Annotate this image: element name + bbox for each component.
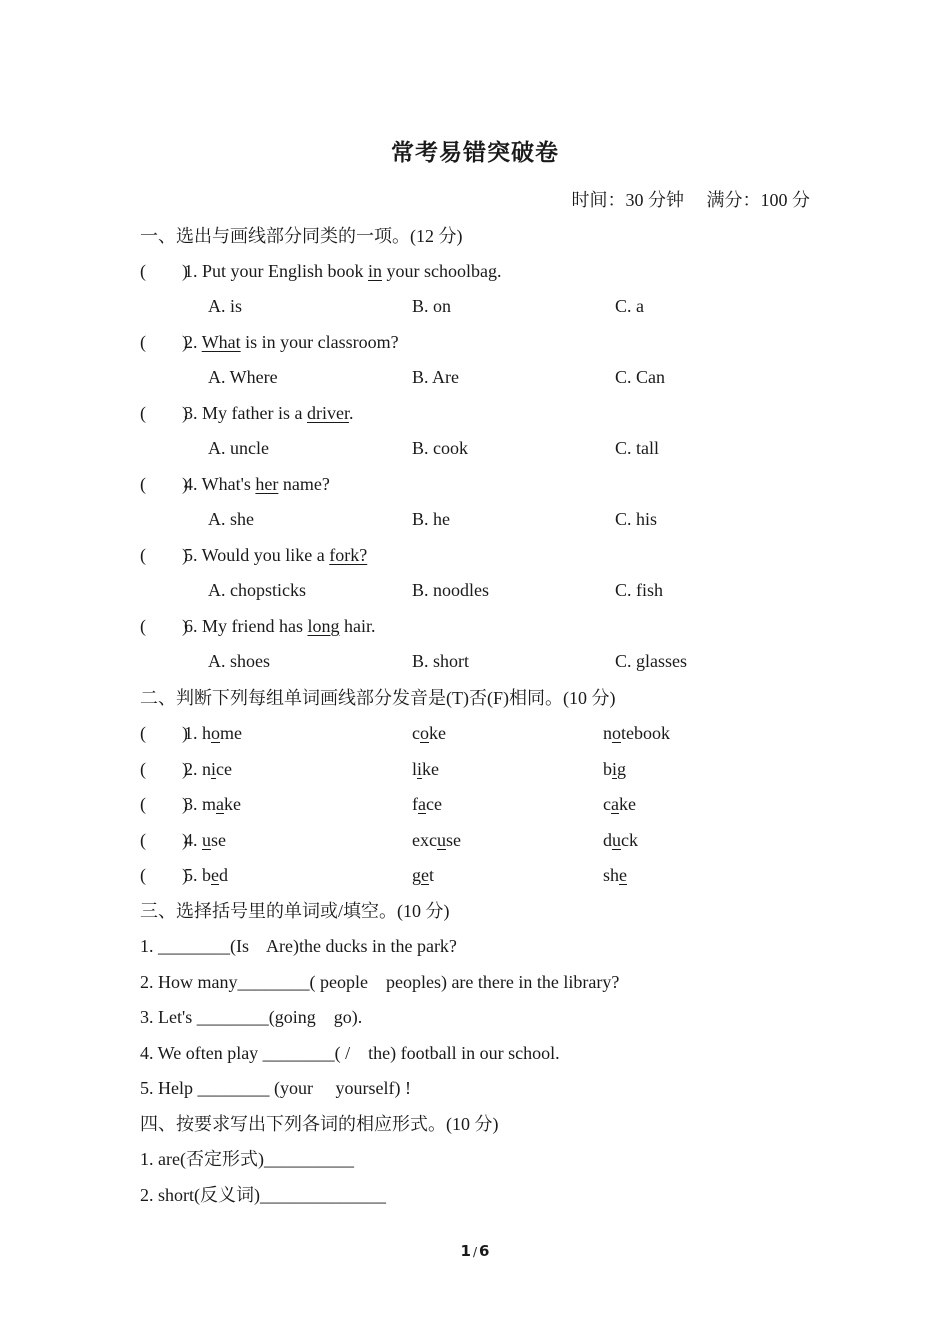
answer-bracket: ( ) — [140, 616, 188, 636]
question-text — [184, 613, 376, 639]
word-form-question: 2. short(反义词)______________ — [140, 1184, 386, 1205]
option-a: A. chopsticks — [208, 580, 306, 600]
options-row — [0, 648, 950, 674]
exam-meta — [572, 186, 811, 212]
word-start: n — [202, 758, 211, 779]
question-text — [184, 471, 330, 497]
word-end: me — [220, 723, 242, 743]
answer-bracket: ( ) — [140, 758, 188, 779]
underlined-word: fork? — [329, 545, 368, 565]
question-row — [0, 400, 950, 426]
answer-bracket: ( ) — [140, 332, 188, 352]
word-start: m — [202, 794, 217, 814]
page-number — [0, 1242, 950, 1260]
answer-bracket: ( ) — [140, 865, 188, 885]
pronunciation-row — [0, 827, 950, 853]
fill-in-question: 5. Help ________ (your yourself) ! — [140, 1078, 411, 1098]
page-title: 常考易错突破卷 — [391, 140, 559, 166]
word-end: ke — [619, 794, 636, 814]
question-text — [184, 542, 367, 568]
option-a: A. shoes — [208, 651, 270, 671]
answer-bracket: ( ) — [140, 829, 188, 850]
answer-bracket: ( ) — [140, 403, 188, 423]
fill-in-question: 1. ________(Is Are)the ducks in the park? — [140, 936, 457, 956]
underlined-word: in — [368, 261, 383, 281]
page-separator: / — [472, 1245, 478, 1259]
word-end: t — [429, 865, 435, 885]
underlined-word: long — [307, 616, 340, 636]
word-end: g — [617, 758, 627, 779]
word-3 — [603, 791, 636, 817]
word-start: c — [412, 723, 420, 743]
fill-in-question: 2. How many________( people peoples) are there in the library? — [140, 971, 620, 992]
word-3 — [603, 720, 670, 746]
word-end: ce — [216, 758, 232, 779]
word-start: h — [202, 723, 211, 743]
underlined-letter: u — [612, 829, 621, 850]
pronunciation-row — [0, 791, 950, 817]
question-number: 1. — [184, 723, 202, 743]
question-suffix: . — [348, 403, 354, 423]
underlined-letter: o — [612, 723, 621, 743]
underlined-letter: u — [202, 829, 211, 850]
question-number: 2. — [184, 758, 202, 779]
options-row — [0, 577, 950, 603]
option-b: B. Are — [412, 367, 459, 387]
section4-heading: 四、按要求写出下列各词的相应形式。(10 分) — [140, 1114, 499, 1134]
word-start: d — [603, 829, 612, 850]
fill-in-question: 4. We often play ________( / the) football in our school. — [140, 1042, 560, 1063]
word-start: g — [412, 865, 421, 885]
word-2 — [412, 791, 442, 817]
pronunciation-row — [0, 756, 950, 782]
word-end: ce — [426, 794, 442, 814]
question-prefix: 1. Put your English book — [184, 261, 369, 281]
word-1 — [184, 756, 232, 782]
option-c: C. his — [615, 509, 658, 529]
word-3 — [603, 862, 627, 888]
word-start: f — [412, 794, 418, 814]
question-text — [184, 329, 399, 355]
option-b: B. on — [412, 296, 452, 316]
page-total: 6 — [479, 1242, 490, 1260]
question-suffix: is in your classroom? — [240, 332, 399, 352]
word-end: se — [211, 829, 226, 850]
question-prefix: 2. — [184, 332, 202, 352]
question-row — [0, 613, 950, 639]
option-c: C. fish — [615, 580, 664, 600]
word-end: ck — [621, 829, 638, 850]
section2-heading: 二、判断下列每组单词画线部分发音是(T)否(F)相同。(10 分) — [140, 688, 616, 708]
option-c: C. Can — [615, 367, 666, 387]
options-row — [0, 293, 950, 319]
answer-bracket: ( ) — [140, 474, 188, 494]
question-suffix: hair. — [339, 616, 376, 636]
question-suffix: name? — [278, 474, 330, 494]
underlined-letter: o — [211, 723, 220, 743]
word-1 — [184, 827, 226, 853]
option-a: A. she — [208, 509, 254, 529]
word-start: b — [603, 758, 612, 779]
word-start: n — [603, 723, 612, 743]
underlined-letter: i — [417, 758, 423, 779]
word-1 — [184, 720, 242, 746]
section1-heading: 一、选出与画线部分同类的一项。(12 分) — [140, 226, 463, 246]
underlined-letter: i — [211, 758, 217, 779]
answer-bracket: ( ) — [140, 723, 188, 743]
underlined-letter: e — [619, 865, 628, 885]
question-row — [0, 329, 950, 355]
underlined-word: driver — [306, 403, 349, 423]
time-limit: 时间：30 分钟 — [571, 190, 684, 210]
underlined-letter: a — [216, 794, 225, 814]
word-form-question: 1. are(否定形式)__________ — [140, 1149, 354, 1169]
word-2 — [412, 827, 461, 853]
answer-bracket: ( ) — [140, 261, 188, 281]
answer-bracket: ( ) — [140, 545, 188, 565]
option-c: C. glasses — [615, 651, 687, 671]
word-start: l — [412, 758, 418, 779]
answer-bracket: ( ) — [140, 794, 188, 814]
page-current: 1 — [460, 1242, 471, 1260]
word-1 — [184, 791, 241, 817]
option-c: C. tall — [615, 438, 659, 458]
word-3 — [603, 827, 638, 853]
fill-in-question: 3. Let's ________(going go). — [140, 1007, 363, 1027]
question-row — [0, 471, 950, 497]
options-row — [0, 364, 950, 390]
option-c: C. a — [615, 296, 644, 316]
word-start: b — [202, 865, 211, 885]
question-text — [184, 400, 353, 426]
question-suffix: your schoolbag. — [382, 261, 502, 281]
word-2 — [412, 720, 446, 746]
word-end: ke — [429, 723, 446, 743]
pronunciation-row — [0, 720, 950, 746]
section3-heading: 三、选择括号里的单词或/填空。(10 分) — [140, 901, 450, 921]
word-start: exc — [412, 829, 437, 850]
underlined-letter: e — [421, 865, 429, 885]
option-a: A. uncle — [208, 438, 269, 458]
word-end: ke — [422, 758, 440, 779]
word-start: c — [603, 794, 611, 814]
question-row — [0, 258, 950, 284]
question-prefix: 5. Would you like a — [184, 545, 330, 565]
question-prefix: 3. My father is a — [184, 403, 307, 423]
option-b: B. he — [412, 509, 450, 529]
question-prefix: 4. What's — [184, 474, 256, 494]
word-end: d — [219, 865, 228, 885]
word-end: tebook — [621, 723, 670, 743]
underlined-letter: i — [612, 758, 618, 779]
options-row — [0, 435, 950, 461]
underlined-word: her — [255, 474, 279, 494]
word-end: se — [445, 829, 461, 850]
question-number: 3. — [184, 794, 202, 814]
question-prefix: 6. My friend has — [184, 616, 308, 636]
word-3 — [603, 756, 626, 782]
option-b: B. short — [412, 651, 470, 671]
option-b: B. noodles — [412, 580, 490, 600]
word-start: sh — [603, 865, 620, 885]
underlined-letter: a — [418, 794, 426, 814]
option-b: B. cook — [412, 438, 468, 458]
option-a: A. Where — [208, 367, 278, 387]
underlined-letter: a — [611, 794, 619, 814]
word-2 — [412, 756, 439, 782]
option-a: A. is — [208, 296, 243, 316]
underlined-letter: o — [420, 723, 429, 743]
question-row — [0, 542, 950, 568]
full-score: 满分：100 分 — [706, 190, 810, 210]
pronunciation-row — [0, 862, 950, 888]
options-row — [0, 506, 950, 532]
word-end: ke — [224, 794, 242, 814]
question-text — [184, 258, 502, 284]
question-number: 5. — [184, 865, 202, 885]
underlined-letter: u — [436, 829, 446, 850]
word-2 — [412, 862, 434, 888]
underlined-word: What — [201, 332, 241, 352]
underlined-letter: e — [211, 865, 219, 885]
question-number: 4. — [184, 829, 202, 850]
word-1 — [184, 862, 228, 888]
